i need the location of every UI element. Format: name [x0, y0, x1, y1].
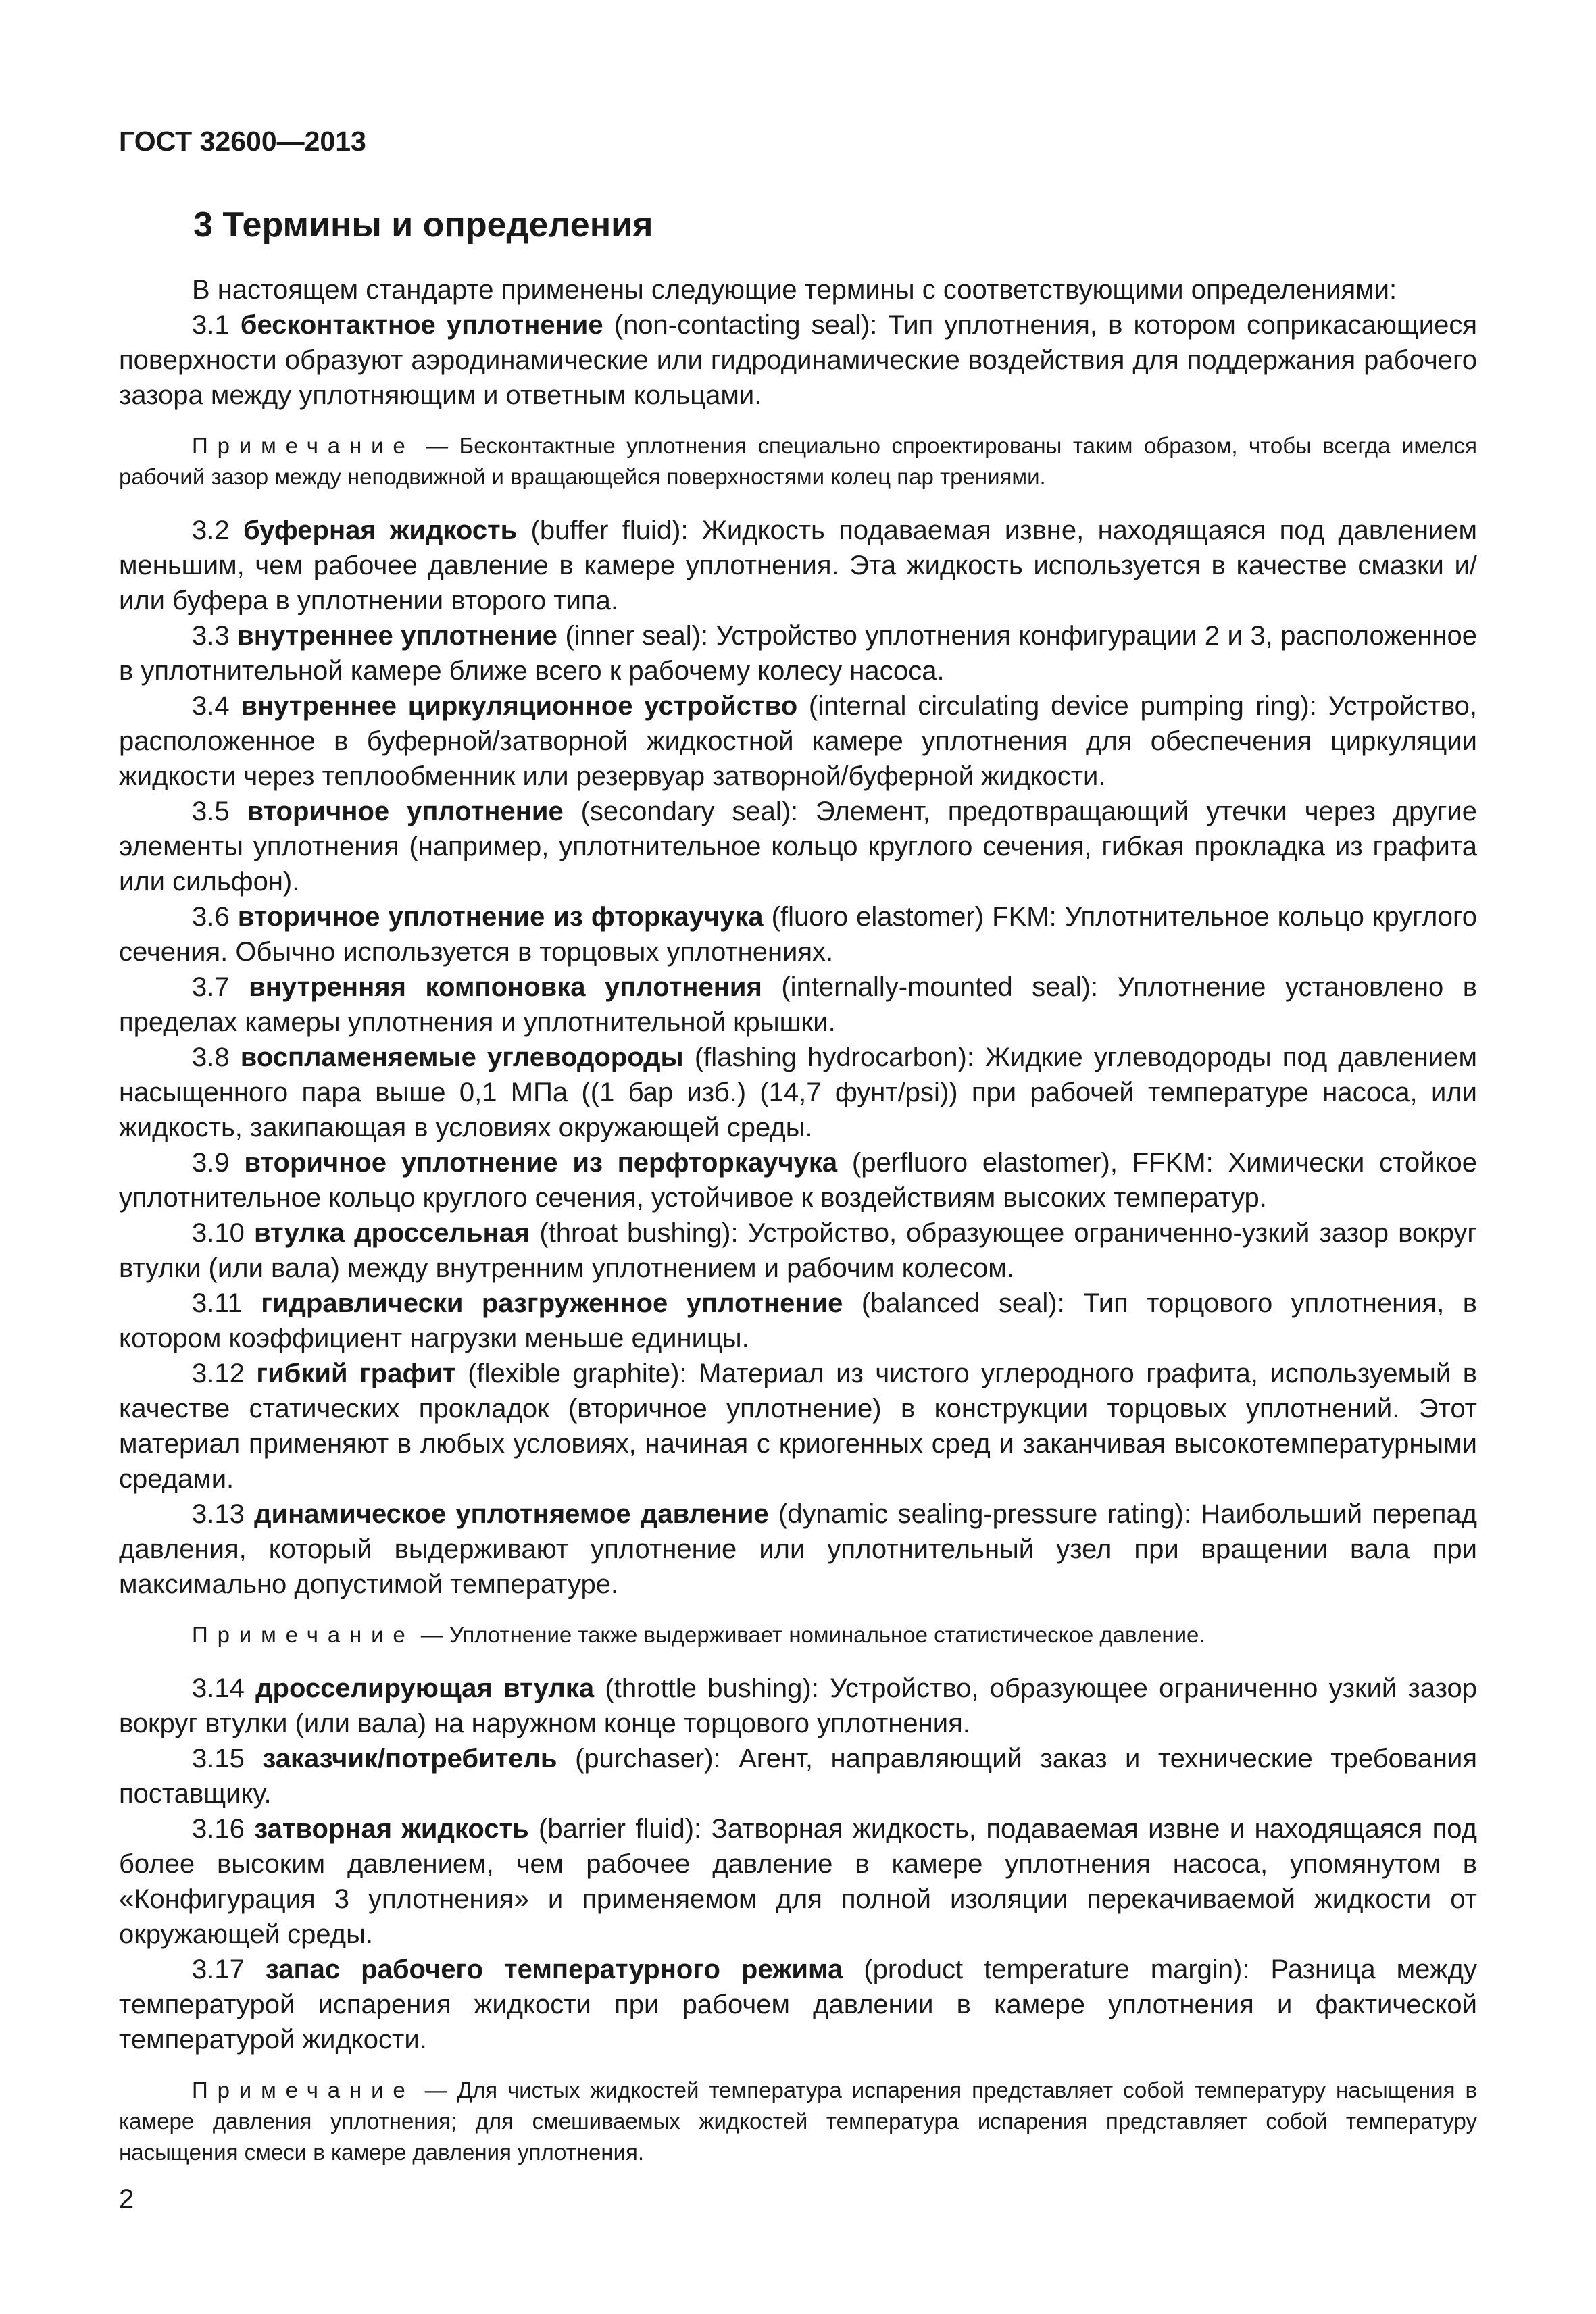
document-body — [119, 272, 1477, 2168]
term-3-17: 3.17 запас рабочего температурного режима (product temperature margin): Разница между температурой испарения жидкости при рабочем давлении в камере уплотнения и фактической температурой жидкости. — [119, 1955, 1477, 2055]
term-3-16: 3.16 затворная жидкость (barrier fluid): Затворная жидкость, подаваемая извне и находящаяся под более высоким давлением, чем рабочее давление в камере уплотнения насоса, упомянутом в «Конфигурация 3 уплотнения» и применяемом для полной изоляции перекачиваемой жидкости от окружающей среды. — [119, 1814, 1477, 1949]
term-3-1: 3.1 бесконтактное уплотнение (non-contacting seal): Тип уплотнения, в котором соприкасающиеся поверхности образуют аэродинамические или гидродинамические воздействия для поддержания рабочего зазора между уплотняющим и ответным кольцами. — [119, 310, 1478, 410]
term-3-15: 3.15 заказчик/потребитель (purchaser): Агент, направляющий заказ и технические требования поставщику. — [119, 1744, 1477, 1809]
term-3-9: 3.9 вторичное уплотнение из перфторкаучука (perfluoro elastomer), FFKM: Химически стойкое уплотнительное кольцо круглого сечения, устойчивое к воздействиям высоких температур. — [119, 1148, 1478, 1213]
term-3-13: 3.13 динамическое уплотняемое давление (dynamic sealing-pressure rating): Наибольший перепад давления, который выдерживают уплотнение или уплотнительный узел при вращении вала при максимально допустимой температуре. — [119, 1499, 1477, 1599]
term-3-12: 3.12 гибкий графит (flexible graphite): Материал из чистого углеродного графита, используемый в качестве статических прокладок (вторичное уплотнение) в конструкции торцовых уплотнений. Этот материал применяют в любых условиях, начиная с криогенных сред и заканчивая высокотемпературными средами. — [119, 1359, 1477, 1494]
intro-paragraph: В настоящем стандарте применены следующие термины с соответствующими определениями: — [192, 275, 1397, 305]
section-title: 3 Термины и определения — [193, 205, 653, 245]
term-3-6: 3.6 вторичное уплотнение из фторкаучука (fluoro elastomer) FKM: Уплотнительное кольцо круглого сечения. Обычно используется в торцовых уплотнениях. — [119, 902, 1477, 967]
term-3-7: 3.7 внутренняя компоновка уплотнения (internally-mounted seal): Уплотнение установлено в пределах камеры уплотнения и уплотнительной крышки. — [119, 972, 1477, 1037]
note-label: Примечание — [192, 1622, 415, 1647]
note-3-17: Примечание — Для чистых жидкостей температура испарения представляет собой температуру насыщения в камере давления уплотнения; для смешиваемых жидкостей температура испарения представляет собой температуру насыщения смеси в камере давления уплотнения. — [119, 2078, 1478, 2165]
term-3-5: 3.5 вторичное уплотнение (secondary seal): Элемент, предотвращающий утечки через другие элементы уплотнения (например, уплотнительное кольцо круглого сечения, гибкая прокладка из графита или сильфон). — [119, 797, 1478, 897]
term-3-11: 3.11 гидравлически разгруженное уплотнение (balanced seal): Тип торцового уплотнения, в котором коэффициент нагрузки меньше единицы. — [119, 1288, 1477, 1353]
term-3-3: 3.3 внутреннее уплотнение (inner seal): Устройство уплотнения конфигурации 2 и 3, расположенное в уплотнительной камере ближе всего к рабочему колесу насоса. — [119, 621, 1477, 686]
note-label: Примечание — [192, 433, 415, 458]
note-3-1: Примечание — Бесконтактные уплотнения специально спроектированы таким образом, чтобы всегда имелся рабочий зазор между неподвижной и вращающейся поверхностями колец пар трениями. — [119, 433, 1477, 489]
term-3-8: 3.8 воспламеняемые углеводороды (flashing hydrocarbon): Жидкие углеводороды под давлением насыщенного пара выше 0,1 МПа ((1 бар изб.) (14,7 фунт/psi)) при рабочей температуре насоса, или жидкость, закипающая в условиях окружающей среды. — [119, 1042, 1477, 1142]
document-header: ГОСТ 32600—2013 — [119, 126, 366, 157]
term-3-4: 3.4 внутреннее циркуляционное устройство (internal circulating device pumping ring): Устройство, расположенное в буферной/затворной жидкостной камере уплотнения для обеспечения циркуляции жидкости через теплообменник или резервуар затворной/буферной жидкости. — [119, 691, 1478, 791]
note-3-13: Примечание — Уплотнение также выдерживает номинальное статистическое давление. — [192, 1622, 1205, 1647]
term-3-14: 3.14 дросселирующая втулка (throttle bushing): Устройство, образующее ограниченно узкий зазор вокруг втулки (или вала) на наружном конце торцового уплотнения. — [119, 1674, 1478, 1738]
term-3-10: 3.10 втулка дроссельная (throat bushing): Устройство, образующее ограниченно-узкий зазор вокруг втулки (или вала) между внутренним уплотнением и рабочим колесом. — [119, 1218, 1478, 1283]
note-label: Примечание — [192, 2078, 415, 2103]
term-3-2: 3.2 буферная жидкость (buffer fluid): Жидкость подаваемая извне, находящаяся под давлением меньшим, чем рабочее давление в камере уплотнения. Эта жидкость используется в качестве смазки и/или буфера в уплотнении второго типа. — [119, 515, 1477, 615]
page-number: 2 — [119, 2184, 134, 2214]
